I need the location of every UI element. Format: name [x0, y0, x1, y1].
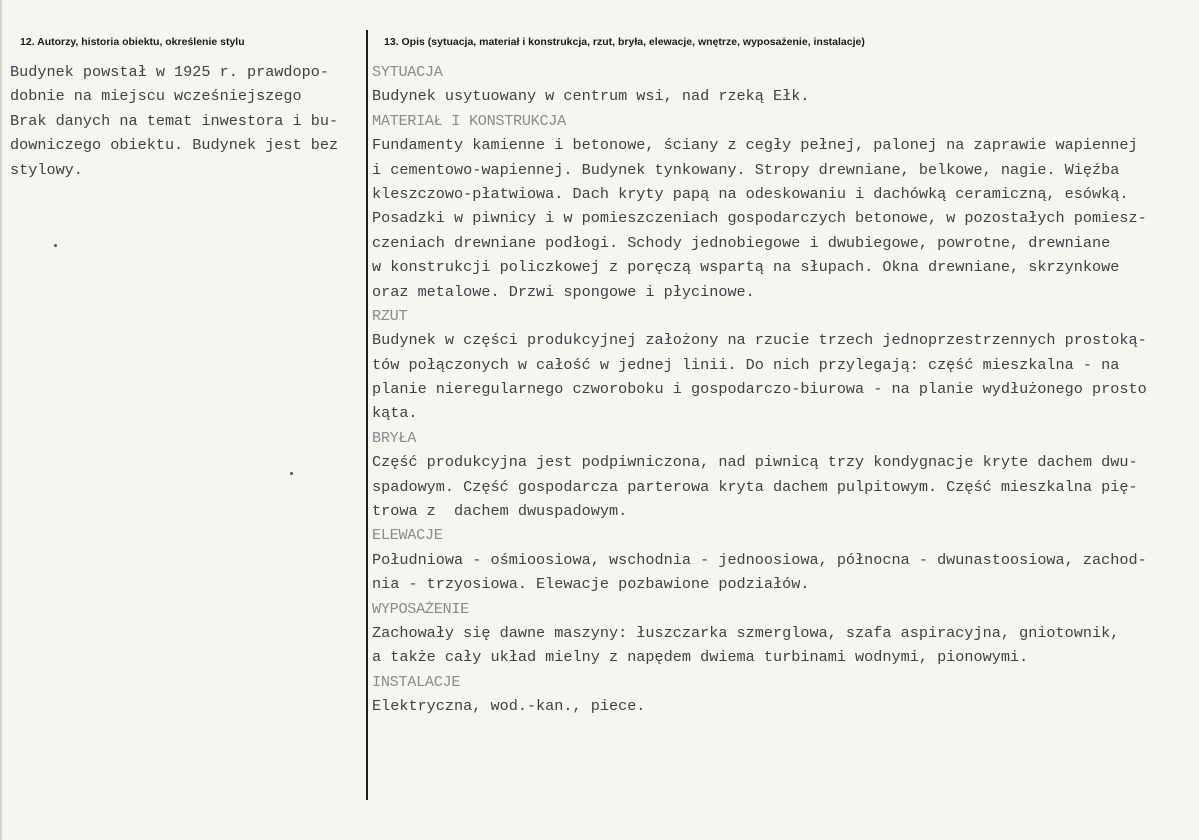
history-line: dobnie na miejscu wcześniejszego: [10, 87, 302, 106]
description-line: Posadzki w piwnicy i w pomieszczeniach gospodarczych betonowe, w pozostałych pomiesz-: [372, 209, 1147, 228]
description-line: spadowym. Część gospodarcza parterowa kryta dachem pulpitowym. Część mieszkalna pię-: [372, 477, 1138, 496]
history-text: [10, 60, 362, 182]
description-line: w konstrukcji policzkowej z poręczą wspartą na słupach. Okna drewniane, skrzynkowe: [372, 258, 1120, 277]
section-heading: RZUT: [372, 306, 408, 325]
history-line: stylowy.: [10, 160, 83, 179]
description-line: trowa z dachem dwuspadowym.: [372, 502, 628, 521]
description-line: Elektryczna, wod.-kan., piece.: [372, 697, 646, 716]
description-line: Budynek usytuowany w centrum wsi, nad rzeką Ełk.: [372, 87, 810, 106]
description-text: [372, 60, 1198, 719]
section-13-header: 13. Opis (sytuacja, materiał i konstrukcja, rzut, bryła, elewacje, wnętrze, wyposażenie, instalacje): [384, 36, 865, 48]
section-heading: INSTALACJE: [372, 672, 461, 691]
column-divider: [366, 30, 368, 800]
section-heading: WYPOSAŻENIE: [372, 599, 469, 618]
description-line: oraz metalowe. Drzwi spongowe i płycinowe.: [372, 282, 755, 301]
history-line: Brak danych na temat inwestora i bu-: [10, 111, 339, 130]
description-line: kąta.: [372, 404, 418, 423]
description-line: Fundamenty kamienne i betonowe, ściany z cegły pełnej, palonej na zaprawie wapiennej: [372, 136, 1138, 155]
ink-speck: [54, 244, 57, 247]
ink-speck: [290, 472, 293, 475]
description-line: czeniach drewniane podłogi. Schody jednobiegowe i dwubiegowe, powrotne, drewniane: [372, 233, 1111, 252]
description-line: Południowa - ośmioosiowa, wschodnia - jednoosiowa, północna - dwunastoosiowa, zachod-: [372, 550, 1147, 569]
section-heading: BRYŁA: [372, 428, 417, 447]
description-line: nia - trzyosiowa. Elewacje pozbawione podziałów.: [372, 575, 810, 594]
description-line: Zachowały się dawne maszyny: łuszczarka szmerglowa, szafa aspiracyjna, gniotownik,: [372, 623, 1120, 642]
section-12-header: 12. Autorzy, historia obiektu, określenie stylu: [20, 36, 245, 48]
history-line: Budynek powstał w 1925 r. prawdopo-: [10, 63, 329, 81]
description-line: kleszczowo-płatwiowa. Dach kryty papą na odeskowaniu i dachówką ceramiczną, esówką.: [372, 184, 1129, 203]
description-line: planie nieregularnego czworoboku i gospodarczo-biurowa - na planie wydłużonego prosto: [372, 380, 1147, 399]
section-heading: SYTUACJA: [372, 63, 443, 81]
description-line: Część produkcyjna jest podpiwniczona, nad piwnicą trzy kondygnacje kryte dachem dwu-: [372, 453, 1138, 472]
history-line: downiczego obiektu. Budynek jest bez: [10, 136, 339, 155]
section-heading: MATERIAŁ I KONSTRUKCJA: [372, 111, 566, 130]
description-line: tów połączonych w całość w jednej linii. Do nich przylegają: część mieszkalna - na: [372, 355, 1120, 374]
section-heading: ELEWACJE: [372, 526, 443, 545]
description-line: Budynek w części produkcyjnej założony na rzucie trzech jednoprzestrzennych prostoką-: [372, 331, 1147, 350]
description-line: a także cały układ mielny z napędem dwiema turbinami wodnymi, pionowymi.: [372, 648, 1029, 667]
description-line: i cementowo-wapiennej. Budynek tynkowany. Stropy drewniane, belkowe, nagie. Więźba: [372, 160, 1120, 179]
